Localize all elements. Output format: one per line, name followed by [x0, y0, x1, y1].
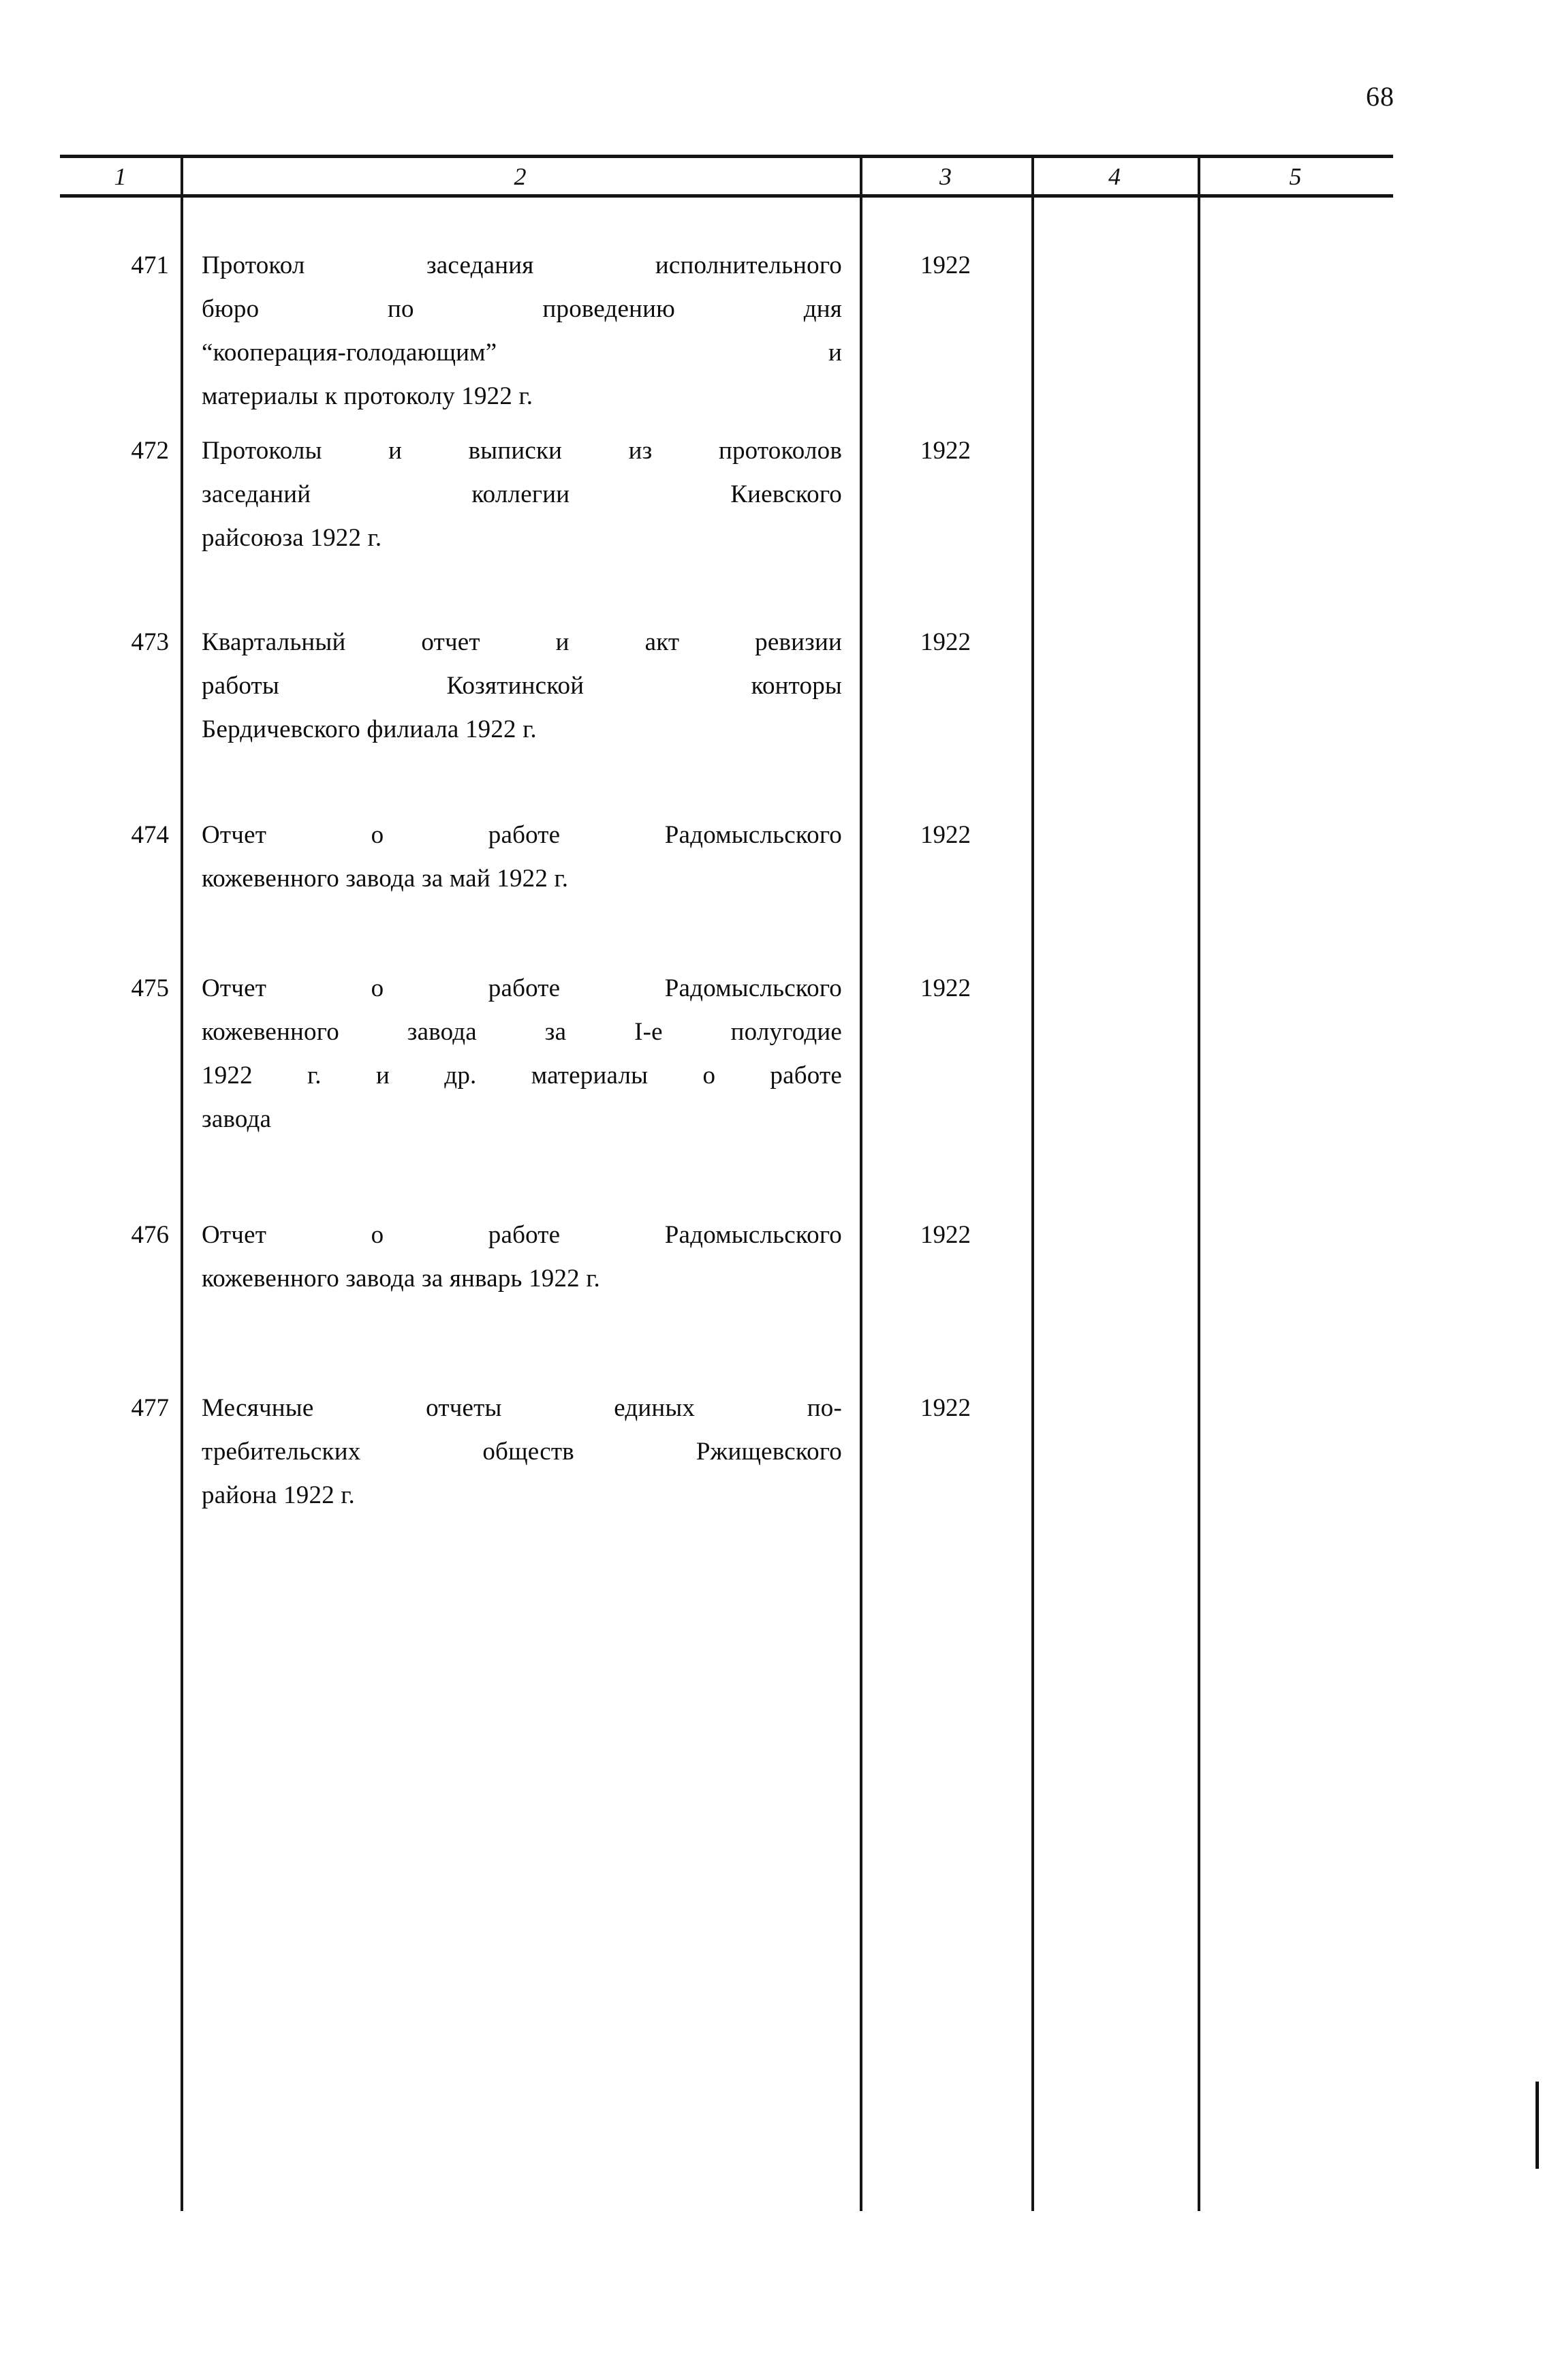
description-line: Бердичевского филиала 1922 г.: [202, 715, 537, 743]
row-description: [202, 244, 842, 418]
row-number: 472: [131, 437, 169, 465]
column-header-1: 1: [114, 163, 127, 190]
description-line: заседаний коллегии Киевского: [202, 480, 842, 508]
column-header-4: 4: [1108, 163, 1121, 190]
row-description: [202, 1387, 842, 1517]
description-line: кожевенного завода за I-е полугодие: [202, 1018, 842, 1046]
description-line: Месячные отчеты единых по-: [202, 1394, 842, 1422]
description-line: завода: [202, 1105, 272, 1133]
column-header-2: 2: [514, 163, 527, 190]
row-date: 1922: [920, 974, 971, 1002]
row-date: 1922: [920, 1221, 971, 1249]
table-row: [60, 588, 1393, 782]
row-number: 477: [131, 1394, 169, 1422]
description-line: материалы к протоколу 1922 г.: [202, 382, 533, 410]
row-description: [202, 814, 842, 901]
row-description: [202, 429, 842, 560]
row-date: 1922: [920, 821, 971, 849]
description-line: района 1922 г.: [202, 1481, 355, 1509]
description-line: требительских обществ Ржищевского: [202, 1438, 842, 1466]
table-row: [60, 934, 1393, 1179]
table-row: [60, 395, 1393, 588]
description-line: Отчет о работе Радомысльского: [202, 974, 842, 1002]
page-number: 68: [1366, 81, 1394, 112]
row-description: [202, 1214, 842, 1301]
description-line: кожевенного завода за май 1922 г.: [202, 865, 569, 893]
description-line: кожевенного завода за январь 1922 г.: [202, 1265, 600, 1293]
row-number: 476: [131, 1221, 169, 1249]
description-line: Квартальный отчет и акт ревизии: [202, 628, 842, 656]
table-row: [60, 1179, 1393, 1335]
description-line: бюро по проведению дня: [202, 295, 842, 323]
description-line: работы Козятинской конторы: [202, 672, 842, 700]
row-date: 1922: [920, 251, 971, 279]
description-line: Протоколы и выписки из протоколов: [202, 437, 842, 465]
row-description: [202, 621, 842, 752]
scan-artifact-mark: [1536, 2082, 1539, 2169]
row-description: [202, 967, 842, 1141]
row-date: 1922: [920, 628, 971, 656]
row-number: 471: [131, 251, 169, 279]
table-top-rule: [60, 155, 1393, 158]
row-number: 475: [131, 974, 169, 1002]
table-row: [60, 782, 1393, 934]
column-header-3: 3: [939, 163, 952, 190]
row-number: 473: [131, 628, 169, 656]
description-line: Отчет о работе Радомысльского: [202, 1221, 842, 1249]
description-line: Протокол заседания исполнительного: [202, 251, 842, 279]
description-line: “кооперация-голодающим” и: [202, 339, 842, 367]
table-row: [60, 1335, 1393, 1539]
description-line: Отчет о работе Радомысльского: [202, 821, 842, 849]
row-date: 1922: [920, 1394, 971, 1422]
table-row: [60, 198, 1393, 410]
row-date: 1922: [920, 437, 971, 465]
row-number: 474: [131, 821, 169, 849]
description-line: райсоюза 1922 г.: [202, 524, 382, 552]
table-body: [60, 198, 1393, 1539]
column-header-5: 5: [1289, 163, 1302, 190]
description-line: 1922 г. и др. материалы о работе: [202, 1062, 842, 1089]
